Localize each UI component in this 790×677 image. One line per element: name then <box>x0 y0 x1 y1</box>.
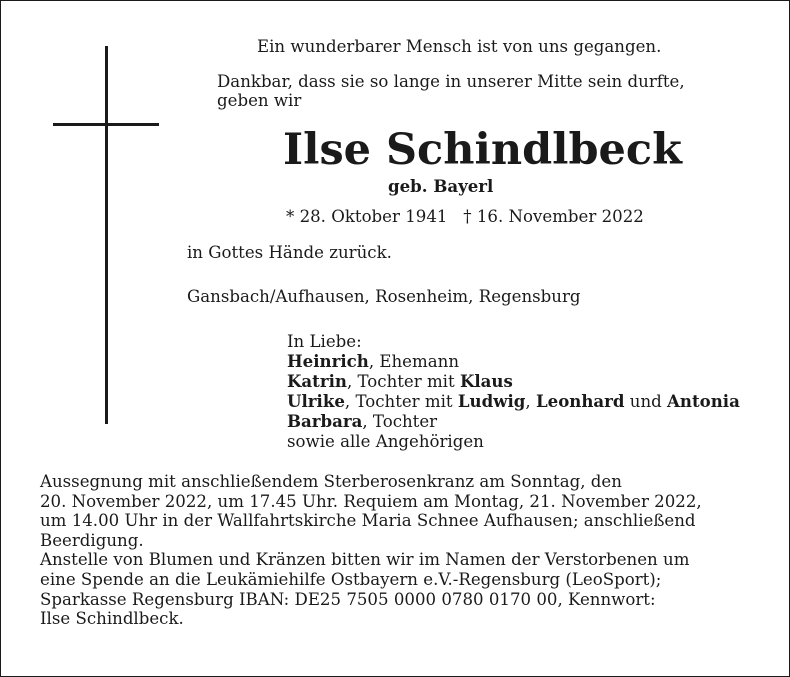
mourner-child: Antonia <box>667 391 740 411</box>
deceased-name: Ilse Schindlbeck <box>283 125 682 175</box>
places-line: Gansbach/Aufhausen, Rosenheim, Regensburg <box>187 287 581 306</box>
mourner-name: Barbara <box>287 411 363 431</box>
mourner-relation: , Tochter <box>362 412 438 431</box>
mourner-partner: Klaus <box>459 371 513 391</box>
mourner-ulrike <box>287 392 740 412</box>
mourners-others: sowie alle Angehörigen <box>287 432 484 451</box>
return-line: in Gottes Hände zurück. <box>187 243 392 262</box>
cross-horizontal-bar <box>53 123 159 126</box>
conjunction: und <box>624 392 668 411</box>
funeral-info-line: um 14.00 Uhr in der Wallfahrtskirche Maria Schnee Aufhausen; anschließend <box>40 511 696 531</box>
mourner-name: Katrin <box>287 371 347 391</box>
cross-vertical-bar <box>105 46 108 424</box>
maiden-name: geb. Bayerl <box>388 176 494 196</box>
intro-line-1: Ein wunderbarer Mensch ist von uns gegangen. <box>257 37 662 56</box>
life-dates: * 28. Oktober 1941 † 16. November 2022 <box>286 207 644 226</box>
mourner-heinrich <box>287 352 459 372</box>
separator: , <box>525 392 536 411</box>
funeral-info-line: Ilse Schindlbeck. <box>40 609 184 629</box>
funeral-info-line: Aussegnung mit anschließendem Sterberosenkranz am Sonntag, den <box>40 472 622 491</box>
mourner-name: Heinrich <box>287 351 369 371</box>
mourner-relation: , Ehemann <box>368 352 459 371</box>
mourner-child: Leonhard <box>535 391 625 411</box>
funeral-info-line: Sparkasse Regensburg IBAN: DE25 7505 0000 0780 0170 00, Kennwort: <box>40 589 656 609</box>
intro-line-3: geben wir <box>217 91 302 110</box>
mourner-relation: , Tochter mit <box>344 392 458 411</box>
funeral-info-line: Beerdigung. <box>40 530 144 550</box>
mourner-relation: , Tochter mit <box>346 372 460 391</box>
mourners-intro: In Liebe: <box>287 332 362 351</box>
intro-line-2: Dankbar, dass sie so lange in unserer Mitte sein durfte, <box>217 72 685 91</box>
mourner-name: Ulrike <box>287 391 345 411</box>
mourner-katrin <box>287 372 513 392</box>
mourner-partner: Ludwig <box>457 391 526 411</box>
funeral-info-line: Anstelle von Blumen und Kränzen bitten wir im Namen der Verstorbenen um <box>40 550 690 570</box>
funeral-info-line: eine Spende an die Leukämiehilfe Ostbayern e.V.-Regensburg (LeoSport); <box>40 569 662 589</box>
mourner-barbara <box>287 412 437 432</box>
funeral-info-line: 20. November 2022, um 17.45 Uhr. Requiem am Montag, 21. November 2022, <box>40 491 702 511</box>
funeral-info <box>40 472 760 629</box>
